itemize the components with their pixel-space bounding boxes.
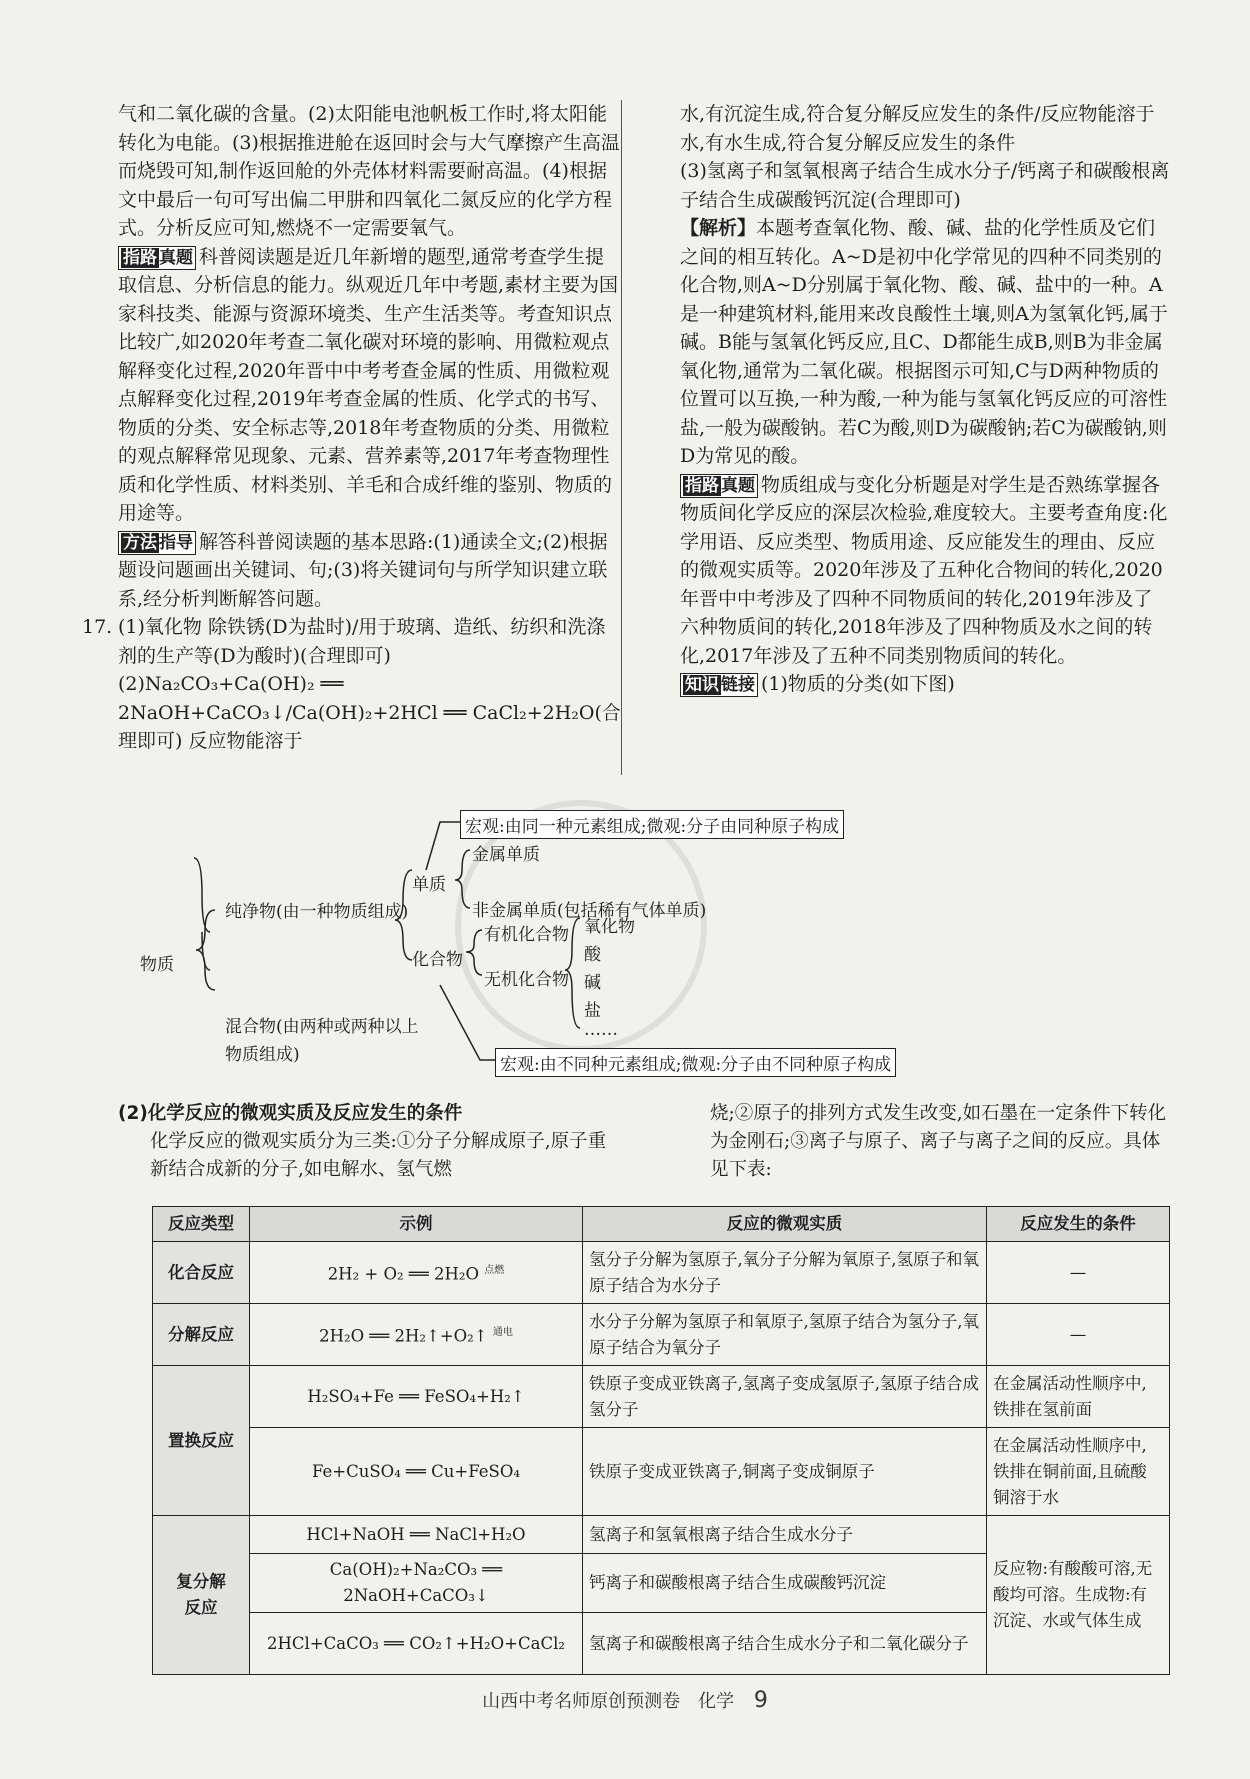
diagram-mixture-cont: 物质组成) bbox=[225, 1045, 300, 1065]
section-2-left bbox=[118, 1100, 623, 1184]
classification-diagram bbox=[140, 800, 1010, 1085]
tip-label: 指路 真题 bbox=[118, 246, 196, 270]
equation-cell: 2H₂O ══ 2H₂↑+O₂↑ $^{通电}$ bbox=[250, 1304, 583, 1366]
callout-element: 宏观:由同一种元素组成;微观:分子由同种原子构成 bbox=[460, 810, 844, 839]
table-row bbox=[153, 1428, 1170, 1516]
section-2-heading: (2)化学反应的微观实质及反应发生的条件 bbox=[118, 1103, 463, 1124]
essence-cell: 铁原子变成亚铁离子,铜离子变成铜原子 bbox=[583, 1428, 987, 1516]
tip-knowledge: 知识 链接 (1)物质的分类(如下图) bbox=[680, 670, 1170, 699]
diagram-acid: 酸 bbox=[584, 945, 601, 965]
essence-cell: 水分子分解为氢原子和氧原子,氢原子结合为氢分子,氧原子结合为氧分子 bbox=[583, 1304, 987, 1366]
answer-continued: 水,有沉淀生成,符合复分解反应发生的条件/反应物能溶于水,有水生成,符合复分解反应发生的条件 bbox=[680, 103, 1155, 154]
analysis-label: 【解析】 bbox=[680, 217, 757, 239]
tip-zhenti-2: 指路 真题 物质组成与变化分析题是对学生是否熟练掌握各物质间化学反应的深层次检验,难度较大。主要考查角度:化学用语、反应类型、物质用途、反应能发生的理由、反应的微观实质等。2020年涉及了五种化合物间的转化,2020年晋中中考涉及了四种不同物质间的转化,2019年涉及了六种物质间的转化,2018年涉及了四种物质及水之间的转化,2017年涉及了五种不同类别物质间的转化。 bbox=[680, 473, 1168, 667]
essence-cell: 氢离子和氢氧根离子结合生成水分子 bbox=[583, 1516, 987, 1554]
question-17-part1: 17. (1)氧化物 除铁锈(D为盐时)/用于玻璃、造纸、纺织和洗涤剂的生产等(D为酸时)(合理即可) bbox=[118, 613, 623, 670]
table-row bbox=[153, 1242, 1170, 1304]
header-cell: 反应的微观实质 bbox=[583, 1207, 987, 1242]
diagram-nonmetal: 非金属单质(包括稀有气体单质) bbox=[472, 901, 707, 921]
diagram-metal: 金属单质 bbox=[472, 845, 540, 865]
reaction-table bbox=[152, 1206, 1170, 1675]
table-row bbox=[153, 1366, 1170, 1428]
diagram-pure: 纯净物(由一种物质组成) bbox=[225, 902, 409, 922]
diagram-compound: 化合物 bbox=[412, 950, 463, 970]
header-cell: 反应发生的条件 bbox=[987, 1207, 1170, 1242]
equation-cell: 2HCl+CaCO₃ ══ CO₂↑+H₂O+CaCl₂ bbox=[250, 1613, 583, 1675]
page-footer bbox=[0, 1687, 1250, 1713]
equation-cell: H₂SO₄+Fe ══ FeSO₄+H₂↑ bbox=[250, 1366, 583, 1428]
footer-title: 山西中考名师原创预测卷 化学 bbox=[482, 1691, 735, 1712]
answer-part3: (3)氢离子和氢氧根离子结合生成水分子/钙离子和碳酸根离子结合生成碳酸钙沉淀(合理即可) bbox=[680, 160, 1170, 211]
page-number: 9 bbox=[753, 1688, 768, 1713]
tip-label: 知识 链接 bbox=[680, 673, 758, 697]
question-number: 17. bbox=[82, 616, 113, 638]
diagram-inorganic: 无机化合物 bbox=[484, 970, 569, 990]
right-column bbox=[680, 100, 1170, 699]
type-cell: 置换反应 bbox=[153, 1366, 250, 1516]
condition-cell: — bbox=[987, 1304, 1170, 1366]
equation-cell: Fe+CuSO₄ ══ Cu+FeSO₄ bbox=[250, 1428, 583, 1516]
equation-cell: 2H₂ + O₂ ══ 2H₂O $^{点燃}$ bbox=[250, 1242, 583, 1304]
section-2-right: 烧;②原子的排列方式发生改变,如石墨在一定条件下转化为金刚石;③离子与原子、离子与离子之间的反应。具体见下表: bbox=[710, 1103, 1167, 1180]
essence-cell: 铁原子变成亚铁离子,氢离子变成氢原子,氢原子结合成氢分子 bbox=[583, 1366, 987, 1428]
table-row bbox=[153, 1516, 1170, 1554]
tip-method: 方法 指导 解答科普阅读题的基本思路:(1)通读全文;(2)根据题设问题画出关键词、句;(3)将关键词句与所学知识建立联系,经分析判断解答问题。 bbox=[118, 530, 608, 610]
condition-cell: 反应物:有酸酸可溶,无酸均可溶。生成物:有沉淀、水或气体生成 bbox=[987, 1516, 1170, 1675]
tip-zhenti-1: 指路 真题 科普阅读题是近几年新增的题型,通常考查学生提取信息、分析信息的能力。纵观近几年中考题,素材主要为国家科技类、能源与资源环境类、生产生活类等。考查知识点比较广,如2020年考查二氧化碳对环境的影响、用微粒观点解释变化过程,2020年晋中中考考查金属的性质、用微粒观点解释变化过程,2019年考查金属的性质、化学式的书写、物质的分类、安全标志等,2018年考查物质的分类、用微粒的观点解释常见现象、元素、营养素等,2017年考查物理性质和化学性质、材料类别、羊毛和合成纤维的鉴别、物质的用途等。 bbox=[118, 245, 619, 524]
tip-label: 指路 真题 bbox=[680, 474, 758, 498]
analysis: 【解析】本题考查氧化物、酸、碱、盐的化学性质及它们之间的相互转化。A~D是初中化学常见的四种不同类别的化合物,则A~D分别属于氧化物、酸、碱、盐中的一种。A是一种建筑材料,能用来改良酸性土壤,则A为氢氧化钙,属于碱。B能与氢氧化钙反应,且C、D都能生成B,则B为非金属氧化物,通常为二氧化碳。根据图示可知,C与D两种物质的位置可以互换,一种为酸,一种为能与氢氧化钙反应的可溶性盐,一般为碳酸钠。若C为酸,则D为碳酸钠;若C为碳酸钠,则D为常见的酸。 bbox=[680, 217, 1168, 467]
diagram-mixture: 混合物(由两种或两种以上 bbox=[225, 1017, 419, 1037]
type-cell: 复分解 反应 bbox=[153, 1516, 250, 1675]
diagram-salt: 盐 bbox=[584, 1001, 601, 1021]
header-cell: 示例 bbox=[250, 1207, 583, 1242]
diagram-root: 物质 bbox=[140, 955, 174, 975]
diagram-oxide: 氧化物 bbox=[584, 917, 635, 937]
question-17-part2: (2)Na₂CO₃+Ca(OH)₂ ══ 2NaOH+CaCO₃↓/Ca(OH)₂+2HCl ══ CaCl₂+2H₂O(合理即可) 反应物能溶于 bbox=[118, 673, 621, 752]
tip-label: 方法 指导 bbox=[118, 531, 196, 555]
header-cell: 反应类型 bbox=[153, 1207, 250, 1242]
diagram-ellipsis: …… bbox=[584, 1020, 618, 1040]
essence-cell: 氢离子和碳酸根离子结合生成水分子和二氧化碳分子 bbox=[583, 1613, 987, 1675]
table-row bbox=[153, 1304, 1170, 1366]
equation-cell: HCl+NaOH ══ NaCl+H₂O bbox=[250, 1516, 583, 1554]
paragraph: 气和二氧化碳的含量。(2)太阳能电池帆板工作时,将太阳能转化为电能。(3)根据推进舱在返回时会与大气摩擦产生高温而烧毁可知,制作返回舱的外壳体材料需要耐高温。(4)根据文中最后一句可写出偏二甲肼和四氧化二氮反应的化学方程式。分析反应可知,燃烧不一定需要氧气。 bbox=[118, 103, 620, 239]
column-divider bbox=[621, 100, 622, 775]
condition-cell: 在金属活动性顺序中,铁排在铜前面,且硫酸铜溶于水 bbox=[987, 1428, 1170, 1516]
type-cell: 分解反应 bbox=[153, 1304, 250, 1366]
condition-cell: — bbox=[987, 1242, 1170, 1304]
section-2-text: 化学反应的微观实质分为三类:①分子分解成原子,原子重新结合成新的分子,如电解水、氢气燃 bbox=[150, 1131, 607, 1180]
equation-cell: Ca(OH)₂+Na₂CO₃ ══ 2NaOH+CaCO₃↓ bbox=[250, 1554, 583, 1613]
essence-cell: 氢分子分解为氢原子,氧分子分解为氧原子,氢原子和氧原子结合为水分子 bbox=[583, 1242, 987, 1304]
diagram-base: 碱 bbox=[584, 973, 601, 993]
diagram-element: 单质 bbox=[412, 875, 446, 895]
essence-cell: 钙离子和碳酸根离子结合生成碳酸钙沉淀 bbox=[583, 1554, 987, 1613]
type-cell: 化合反应 bbox=[153, 1242, 250, 1304]
callout-compound: 宏观:由不同种元素组成;微观:分子由不同种原子构成 bbox=[495, 1048, 896, 1077]
condition-cell: 在金属活动性顺序中,铁排在氢前面 bbox=[987, 1366, 1170, 1428]
diagram-organic: 有机化合物 bbox=[484, 925, 569, 945]
table-header-row bbox=[153, 1207, 1170, 1242]
left-column bbox=[82, 100, 623, 756]
